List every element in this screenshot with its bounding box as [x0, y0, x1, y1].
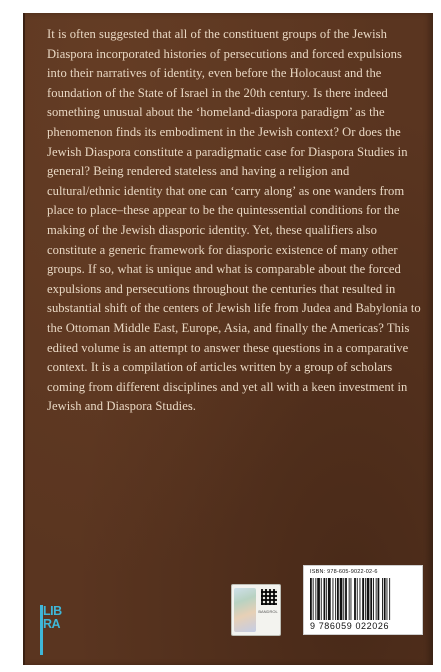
barcode-bar — [343, 578, 344, 620]
barcode-bar — [328, 578, 331, 620]
barcode-bars — [310, 578, 416, 620]
publisher-logo-bar — [40, 605, 43, 655]
barcode-bar — [310, 578, 312, 620]
publisher-logo-line1: LIB — [43, 604, 62, 618]
barcode-bar — [345, 578, 347, 620]
barcode-bar — [376, 578, 377, 620]
barcode-bar — [387, 578, 388, 620]
barcode-bar — [349, 578, 350, 620]
barcode-bar — [335, 578, 336, 620]
barcode-bar — [326, 578, 327, 620]
barcode-bar — [317, 578, 320, 620]
barcode-bar — [333, 578, 334, 620]
barcode-bar — [384, 578, 386, 620]
barcode-bar — [340, 578, 343, 620]
isbn-barcode — [303, 565, 423, 635]
barcode-bar — [373, 578, 374, 620]
hologram-image — [234, 588, 256, 632]
back-cover-blurb: It is often suggested that all of the constituent groups of the Jewish Diaspora incorporated histories of persecutions and forced expulsions into their narratives of identity, even before the Holocaust and the foundation of the State of Israel in the 20th century. Is there indeed something unusual about the ‘homeland-diaspora paradigm’ as the phenomenon finds its embodiment in the Jewish context? Or does the Jewish Diaspora constitute a paradigmatic case for Diaspora Studies in general? Being rendered stateless and having a religion and cultural/ethnic identity that one can ‘carry along’ as one wanders from place to place–these appear to be the quintessential conditions for the making of the Jewish diasporic identity. Yet, these qualifiers also constitute a generic framework for diasporic existence of many other groups. If so, what is unique and what is comparable about the forced expulsions and persecutions throughout the centuries that resulted in substantial shift of the centers of Jewish life from Judea and Babylonia to the Ottoman Middle East, Europe, Asia, and finally the Americas? This edited volume is an attempt to answer these questions in a comparative context. It is a compilation of articles written by a group of scholars coming from different disciplines and yet all with a keen investment in Jewish and Diaspora Studies. — [47, 27, 421, 414]
barcode-bar — [382, 578, 383, 620]
barcode-bar — [360, 578, 361, 620]
barcode-bar — [354, 578, 356, 620]
book-back-cover — [23, 13, 433, 665]
barcode-bar — [365, 578, 366, 620]
barcode-bar — [378, 578, 380, 620]
qr-code-icon — [261, 589, 277, 605]
barcode-bar — [324, 578, 326, 620]
barcode-bar — [389, 578, 390, 620]
barcode-bar — [337, 578, 339, 620]
publisher-logo — [43, 605, 67, 657]
isbn-label: ISBN: 978-605-9022-02-6 — [310, 569, 378, 575]
barcode-bar — [351, 578, 352, 620]
barcode-bar — [367, 578, 370, 620]
isbn-number: 9 786059 022026 — [310, 621, 390, 631]
sticker-text: BANDROL — [258, 609, 278, 614]
barcode-bar — [357, 578, 358, 620]
publisher-logo-line2: RA — [43, 617, 61, 631]
barcode-bar — [370, 578, 372, 620]
barcode-bar — [315, 578, 316, 620]
barcode-bar — [313, 578, 314, 620]
barcode-bar — [321, 578, 322, 620]
barcode-bar — [362, 578, 364, 620]
tax-stamp-sticker — [231, 584, 281, 636]
